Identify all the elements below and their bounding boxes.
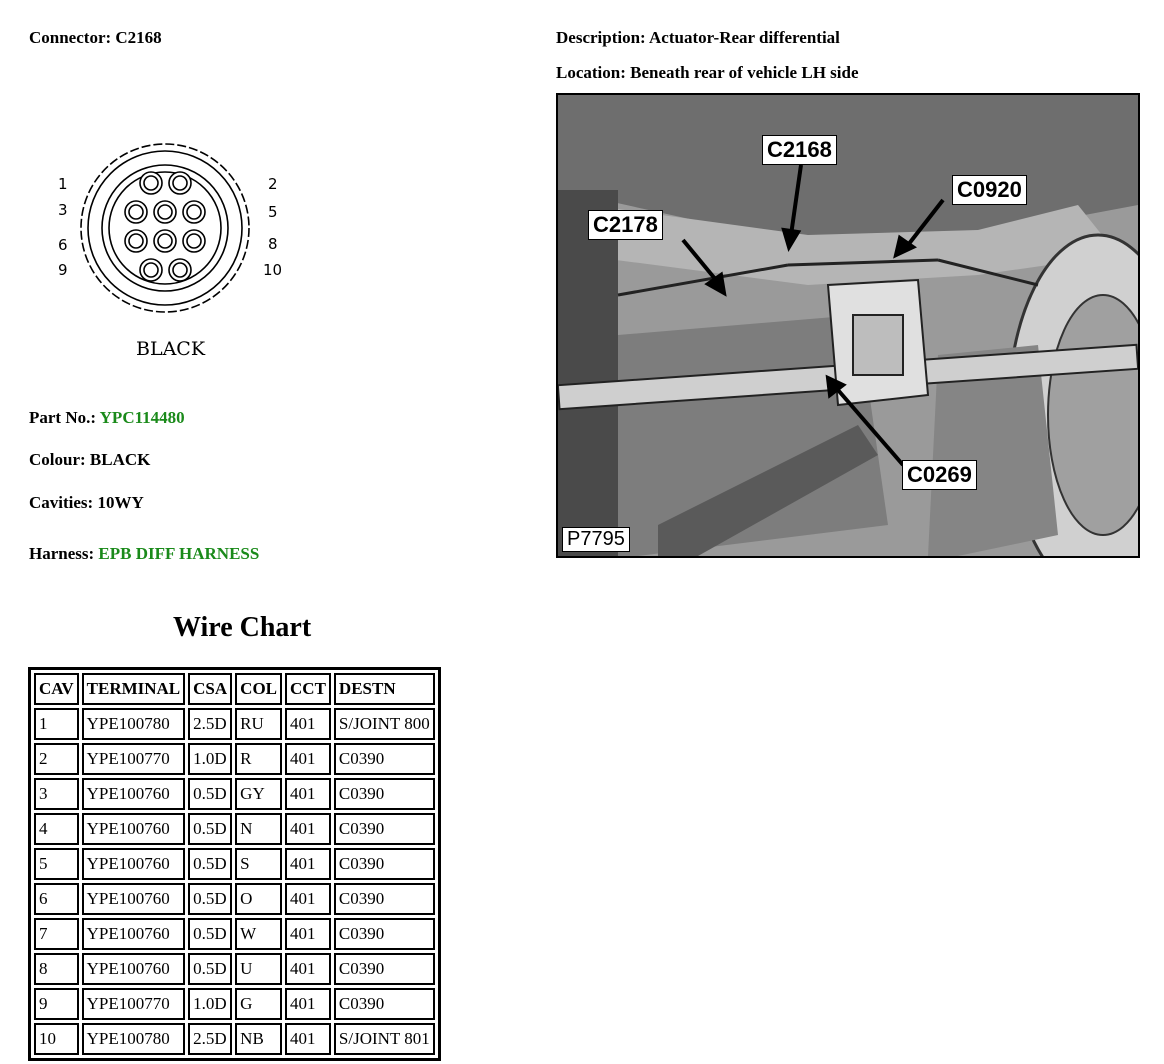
pin-label-1: 1	[58, 175, 68, 193]
cell-destn: C0390	[334, 813, 435, 845]
cell-cct: 401	[285, 918, 331, 950]
cell-cct: 401	[285, 1023, 331, 1055]
cell-cav: 7	[34, 918, 79, 950]
cell-cct: 401	[285, 988, 331, 1020]
cell-col: U	[235, 953, 282, 985]
cell-terminal: YPE100760	[82, 778, 186, 810]
table-row	[34, 918, 435, 950]
cell-col: GY	[235, 778, 282, 810]
connector-colour-caption: BLACK	[136, 338, 206, 360]
callout-c0269: C0269	[902, 460, 977, 490]
colour-line	[29, 450, 150, 470]
pin-label-3: 3	[58, 201, 68, 219]
col-header-terminal: TERMINAL	[82, 673, 186, 705]
cell-cav: 8	[34, 953, 79, 985]
cell-csa: 0.5D	[188, 813, 232, 845]
callout-c2178: C2178	[588, 210, 663, 240]
cell-terminal: YPE100760	[82, 953, 186, 985]
cell-cav: 3	[34, 778, 79, 810]
cell-csa: 0.5D	[188, 778, 232, 810]
cell-csa: 0.5D	[188, 883, 232, 915]
cell-cav: 6	[34, 883, 79, 915]
wire-chart-body	[34, 708, 435, 1055]
cell-terminal: YPE100760	[82, 813, 186, 845]
table-row	[34, 848, 435, 880]
table-row	[34, 953, 435, 985]
pin-label-6: 6	[58, 236, 68, 254]
photo-reference-code: P7795	[562, 527, 630, 552]
cell-col: O	[235, 883, 282, 915]
cell-col: S	[235, 848, 282, 880]
cell-cav: 1	[34, 708, 79, 740]
callout-c2168: C2168	[762, 135, 837, 165]
cell-cct: 401	[285, 708, 331, 740]
cell-destn: C0390	[334, 988, 435, 1020]
col-header-cct: CCT	[285, 673, 331, 705]
cell-terminal: YPE100770	[82, 988, 186, 1020]
cell-terminal: YPE100760	[82, 848, 186, 880]
cell-cav: 4	[34, 813, 79, 845]
callout-c0920: C0920	[952, 175, 1027, 205]
cell-cct: 401	[285, 743, 331, 775]
cell-csa: 0.5D	[188, 848, 232, 880]
cell-cct: 401	[285, 848, 331, 880]
cell-destn: C0390	[334, 953, 435, 985]
harness-line	[29, 544, 259, 564]
cell-destn: C0390	[334, 743, 435, 775]
col-header-cav: CAV	[34, 673, 79, 705]
table-row	[34, 708, 435, 740]
col-header-csa: CSA	[188, 673, 232, 705]
cell-cav: 2	[34, 743, 79, 775]
part-number-label: Part No.:	[29, 408, 97, 427]
pin-label-2: 2	[268, 175, 278, 193]
pin-label-5: 5	[268, 203, 278, 221]
pin-label-8: 8	[268, 235, 278, 253]
cavities-value: 10WY	[97, 493, 144, 512]
wire-chart-title: Wire Chart	[173, 612, 312, 643]
part-number-line	[29, 408, 185, 428]
location-photo-illustration	[558, 95, 1138, 556]
cell-cav: 10	[34, 1023, 79, 1055]
cell-col: G	[235, 988, 282, 1020]
cell-col: W	[235, 918, 282, 950]
cell-cct: 401	[285, 778, 331, 810]
harness-value: EPB DIFF HARNESS	[98, 544, 260, 563]
cell-destn: C0390	[334, 883, 435, 915]
cell-cav: 5	[34, 848, 79, 880]
cell-cct: 401	[285, 813, 331, 845]
cell-csa: 1.0D	[188, 988, 232, 1020]
col-header-col: COL	[235, 673, 282, 705]
pin-label-9: 9	[58, 261, 68, 279]
cell-terminal: YPE100760	[82, 883, 186, 915]
colour-value: BLACK	[89, 450, 151, 469]
cell-cct: 401	[285, 883, 331, 915]
description-label: Description: Actuator-Rear differential	[556, 28, 840, 47]
cell-col: RU	[235, 708, 282, 740]
cell-col: NB	[235, 1023, 282, 1055]
cell-csa: 0.5D	[188, 918, 232, 950]
cell-csa: 2.5D	[188, 1023, 232, 1055]
table-row	[34, 813, 435, 845]
cell-csa: 2.5D	[188, 708, 232, 740]
location-photo	[556, 93, 1140, 558]
cavities-label: Cavities:	[29, 493, 94, 512]
pin-label-10: 10	[263, 261, 283, 279]
table-row	[34, 743, 435, 775]
cell-col: N	[235, 813, 282, 845]
cell-csa: 1.0D	[188, 743, 232, 775]
cavities-line	[29, 493, 144, 513]
col-header-destn: DESTN	[334, 673, 435, 705]
part-number-value: YPC114480	[99, 408, 185, 427]
wire-chart-header-row	[34, 673, 435, 705]
cell-destn: C0390	[334, 918, 435, 950]
colour-label: Colour:	[29, 450, 86, 469]
harness-label: Harness:	[29, 544, 95, 563]
connector-face-diagram	[50, 120, 290, 365]
cell-terminal: YPE100770	[82, 743, 186, 775]
table-row	[34, 988, 435, 1020]
cell-cct: 401	[285, 953, 331, 985]
cell-cav: 9	[34, 988, 79, 1020]
cell-terminal: YPE100760	[82, 918, 186, 950]
cell-destn: S/JOINT 800	[334, 708, 435, 740]
cell-destn: C0390	[334, 848, 435, 880]
cell-terminal: YPE100780	[82, 708, 186, 740]
cell-col: R	[235, 743, 282, 775]
cell-destn: S/JOINT 801	[334, 1023, 435, 1055]
cell-terminal: YPE100780	[82, 1023, 186, 1055]
location-label: Location: Beneath rear of vehicle LH side	[556, 63, 859, 82]
cell-csa: 0.5D	[188, 953, 232, 985]
connector-label: Connector: C2168	[29, 28, 162, 47]
table-row	[34, 778, 435, 810]
table-row	[34, 1023, 435, 1055]
cell-destn: C0390	[334, 778, 435, 810]
table-row	[34, 883, 435, 915]
wire-chart-table	[28, 667, 441, 1061]
